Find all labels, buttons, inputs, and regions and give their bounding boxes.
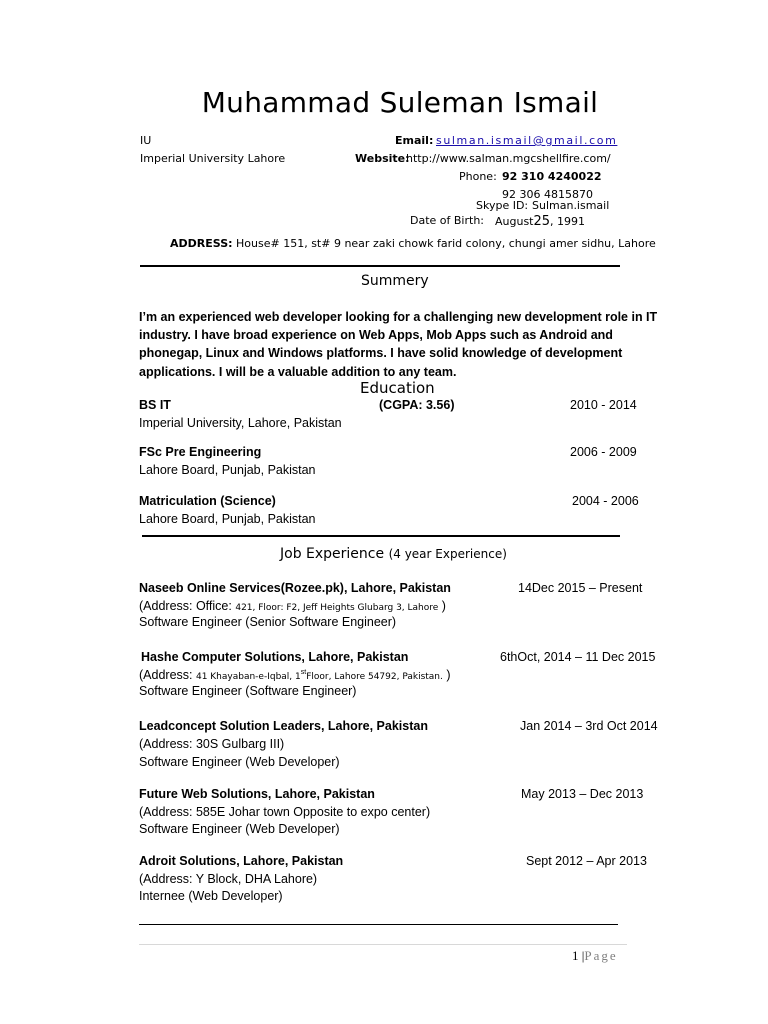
job-dates-0: 14Dec 2015 – Present: [518, 581, 643, 595]
job-company-1: Hashe Computer Solutions, Lahore, Pakistan: [141, 650, 409, 664]
edu-place-0: Imperial University, Lahore, Pakistan: [139, 416, 342, 430]
edu-years-2: 2004 - 2006: [572, 494, 639, 508]
job-address-detail-0: 421, Floor: F2, Jeff Heights Glubarg 3, Lahore: [235, 603, 439, 613]
education-divider: [142, 535, 620, 537]
skype-label: Skype ID:: [476, 199, 529, 212]
email-label: Email:: [395, 134, 434, 147]
phone-primary: 92 310 4240022: [502, 170, 602, 183]
header-divider: [140, 265, 620, 267]
job-address-suffix-0: ): [438, 599, 446, 613]
edu-degree-1: FSc Pre Engineering: [139, 445, 262, 459]
address-value: House# 151, st# 9 near zaki chowk farid colony, chungi amer sidhu, Lahore: [236, 237, 656, 250]
job-role-2: Software Engineer (Web Developer): [139, 755, 340, 769]
email-link[interactable]: sulman.ismail@gmail.com: [436, 134, 618, 147]
job-address-prefix-0: (Address: Office:: [139, 599, 236, 613]
address-line: [170, 237, 656, 250]
job-address-3: (Address: 585E Johar town Opposite to expo center): [139, 805, 431, 819]
dob-value: [495, 214, 585, 229]
website-value: http://www.salman.mgcshellfire.com/: [406, 152, 611, 165]
dob-month: August: [495, 215, 534, 228]
website-label: Website:: [355, 152, 410, 165]
education-title: Education: [360, 379, 435, 397]
edu-place-1: Lahore Board, Punjab, Pakistan: [139, 463, 316, 477]
edu-place-2: Lahore Board, Punjab, Pakistan: [139, 512, 316, 526]
job-address-prefix-1: (Address:: [139, 668, 196, 682]
job-address-4: (Address: Y Block, DHA Lahore): [139, 872, 318, 886]
address-label: ADDRESS:: [170, 237, 233, 250]
job-role-4: Internee (Web Developer): [139, 889, 283, 903]
job-dates-2: Jan 2014 – 3rd Oct 2014: [520, 719, 658, 733]
edu-cgpa-0: (CGPA: 3.56): [379, 398, 455, 412]
job-company-0: Naseeb Online Services(Rozee.pk), Lahore, Pakistan: [139, 581, 451, 595]
edu-degree-2: Matriculation (Science): [139, 494, 276, 508]
job-dates-1: 6thOct, 2014 – 11 Dec 2015: [500, 650, 656, 664]
job-address-0: [139, 599, 446, 613]
experience-title: Job Experience: [280, 546, 385, 562]
job-company-4: Adroit Solutions, Lahore, Pakistan: [139, 854, 344, 868]
dob-day: 25: [533, 214, 551, 229]
job-company-2: Leadconcept Solution Leaders, Lahore, Pakistan: [139, 719, 428, 733]
job-address-suffix-1: ): [442, 668, 451, 682]
summary-text: [139, 308, 659, 381]
job-address-2: (Address: 30S Gulbarg III): [139, 737, 285, 751]
dob-year: , 1991: [550, 215, 586, 228]
experience-heading: [280, 545, 507, 563]
experience-divider: [139, 924, 618, 925]
edu-years-1: 2006 - 2009: [570, 445, 637, 459]
page-separator: |: [581, 948, 585, 963]
footer-divider: [139, 944, 627, 945]
job-role-1: Software Engineer (Software Engineer): [139, 684, 357, 698]
page-footer: [572, 948, 618, 964]
phone-secondary: 92 306 4815870: [502, 188, 593, 201]
experience-subtitle: (4 year Experience): [388, 547, 507, 561]
page-number: 1: [572, 948, 579, 963]
job-address-detail-1a: 41 Khayaban-e-Iqbal, 1: [195, 672, 301, 682]
job-address-sup-1: st: [300, 668, 307, 676]
skype-value: Sulman.ismail: [532, 199, 610, 212]
summary-title: Summery: [361, 273, 429, 289]
job-role-3: Software Engineer (Web Developer): [139, 822, 340, 836]
page-word: Page: [584, 948, 618, 963]
phone-label: Phone:: [459, 170, 497, 183]
job-dates-3: May 2013 – Dec 2013: [521, 787, 644, 801]
org-full: Imperial University Lahore: [140, 152, 286, 165]
job-dates-4: Sept 2012 – Apr 2013: [526, 854, 647, 868]
job-company-3: Future Web Solutions, Lahore, Pakistan: [139, 787, 375, 801]
job-role-0: Software Engineer (Senior Software Engineer): [139, 615, 397, 629]
job-address-1: [139, 668, 451, 682]
edu-years-0: 2010 - 2014: [570, 398, 637, 412]
dob-label: Date of Birth:: [410, 214, 485, 227]
page-title: Muhammad Suleman Ismail: [201, 86, 599, 119]
org-short: IU: [140, 134, 152, 147]
edu-degree-0: BS IT: [139, 398, 171, 412]
summary-paragraph: I’m an experienced web developer looking for a challenging new development role in IT industry. I have broad experience on Web Apps, Mob Apps such as Android and phonegap, Linux and Windows platforms. I have solid knowledge of development applications. I will be a valuable addition to any team.: [139, 310, 658, 379]
job-address-detail-1b: Floor, Lahore 54792, Pakistan.: [306, 672, 443, 682]
